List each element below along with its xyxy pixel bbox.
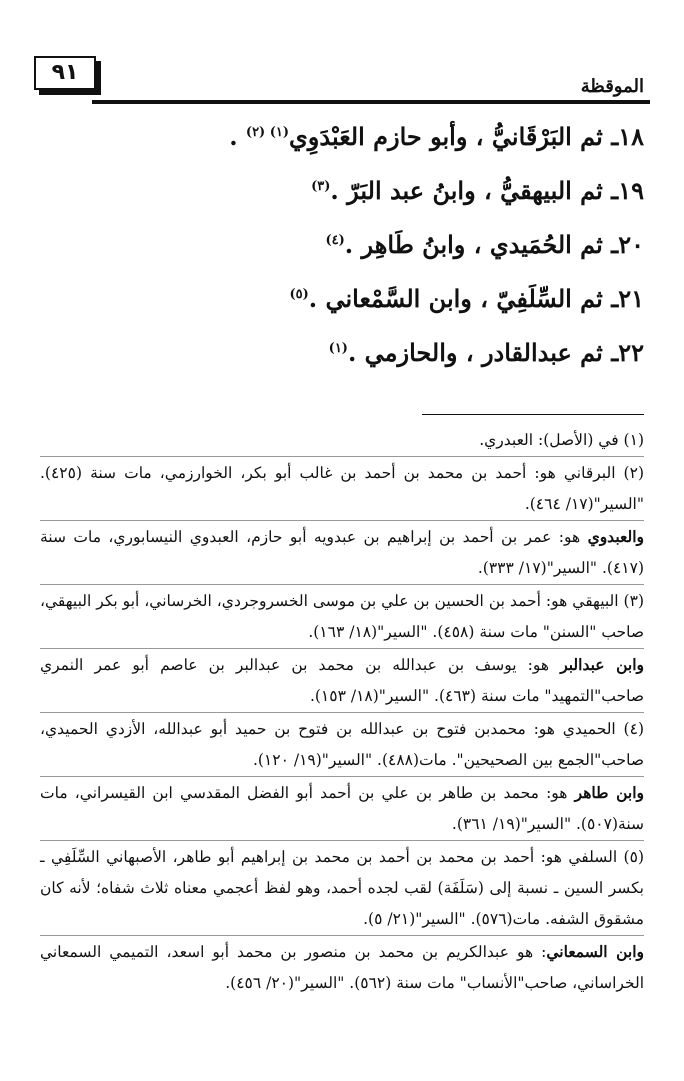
header-rule [92,100,650,104]
footnote-marker: (١) [328,341,348,356]
footnote-marker: (٣) [311,179,331,194]
main-list-item: ٢٢ـ ثم عبدالقادر ، والحازمي .$^{(١)}$ [328,338,644,367]
main-list [44,110,644,380]
running-title: الموقظة [580,76,644,97]
footnote: والعبدوي هو: عمر بن أحمد بن إبراهيم بن عبدويه أبو حازم، العبدوي النيسابوري، مات سنة (٤١٧). "السير"(١٧/ ٣٣٣). [40,520,644,584]
page-number [34,56,96,90]
footnote: (٢) البرقاني هو: أحمد بن محمد بن أحمد بن غالب أبو بكر، الخوارزمي، مات سنة (٤٢٥). "السير"(١٧/ ٤٦٤). [40,456,644,520]
main-list-item: ٢٠ـ ثم الحُمَيدي ، وابنُ طَاهِر .$^{(٤)}$ [325,230,644,259]
footnote: (٤) الحميدي هو: محمدبن فتوح بن عبدالله بن فتوح بن حميد أبو عبدالله، الأزدي الحميدي، صاحب"الجمع بين الصحيحين". مات(٤٨٨). "السير"(١٩/ ١٢٠). [40,712,644,776]
main-item-text: ١٩ـ ثم البيهقيُّ ، وابنُ عبد البَرّ [347,176,644,205]
main-item-text: ١٨ـ ثم البَرْقَانيُّ ، وأبو حازم العَبْدَوِي [289,122,644,151]
footnote: وابن عبدالبر هو: يوسف بن عبدالله بن محمد بن عبدالبر بن عاصم أبو عمر النمري صاحب"التمهيد" مات سنة (٤٦٣). "السير"(١٨/ ١٥٣). [40,648,644,712]
footnote-marker: (١) (٢) [245,125,290,140]
main-list-item: ١٩ـ ثم البيهقيُّ ، وابنُ عبد البَرّ .$^{(٣)}$ [311,176,644,205]
footnotes [40,424,644,999]
footnote-marker: (٤) [325,233,345,248]
main-list-item: ١٨ـ ثم البَرْقَانيُّ ، وأبو حازم العَبْدَوِي$^{(١) (٢)}$ . [229,122,644,151]
main-list-item: ٢١ـ ثم السِّلَفِيّ ، وابن السَّمْعاني .$^{(٥)}$ [289,284,644,313]
footnote: (٣) البيهقي هو: أحمد بن الحسين بن علي بن موسى الخسروجردي، الخرساني، أبو بكر البيهقي، صاحب "السنن" مات سنة (٤٥٨). "السير"(١٨/ ١٦٣). [40,584,644,648]
main-item-text: ٢١ـ ثم السِّلَفِيّ ، وابن السَّمْعاني [325,284,644,313]
footnote: وابن طاهر هو: محمد بن طاهر بن علي بن أحمد أبو الفضل المقدسي ابن القيسراني، مات سنة(٥٠٧). "السير"(١٩/ ٣٦١). [40,776,644,840]
main-item-text: ٢٠ـ ثم الحُمَيدي ، وابنُ طَاهِر [361,230,644,259]
main-item-text: ٢٢ـ ثم عبدالقادر ، والحازمي [364,338,644,367]
page-number-text: ٩١ [51,60,79,85]
footnote: وابن السمعاني: هو عبدالكريم بن محمد بن منصور بن محمد أبو اسعد، التميمي السمعاني الخراساني، صاحب"الأنساب" مات سنة (٥٦٢). "السير"(٢٠/ ٤٥٦). [40,935,644,999]
footnote: (١) في (الأصل): العبدري. [479,431,644,449]
footnote-separator [422,414,644,415]
footnote: (٥) السلفي هو: أحمد بن محمد بن أحمد بن محمد بن إبراهيم أبو طاهر، الأصبهاني السِّلَفِي ـ بكسر السين ـ نسبة إلى (سَلَفَة) لقب لجده أحمد، وهو لفظ أعجمي معناه ثلاث شفاه؛ لأنه كان مشقوق الشفه. مات(٥٧٦). "السير"(٢١/ ٥). [40,840,644,935]
footnote-marker: (٥) [289,287,309,302]
